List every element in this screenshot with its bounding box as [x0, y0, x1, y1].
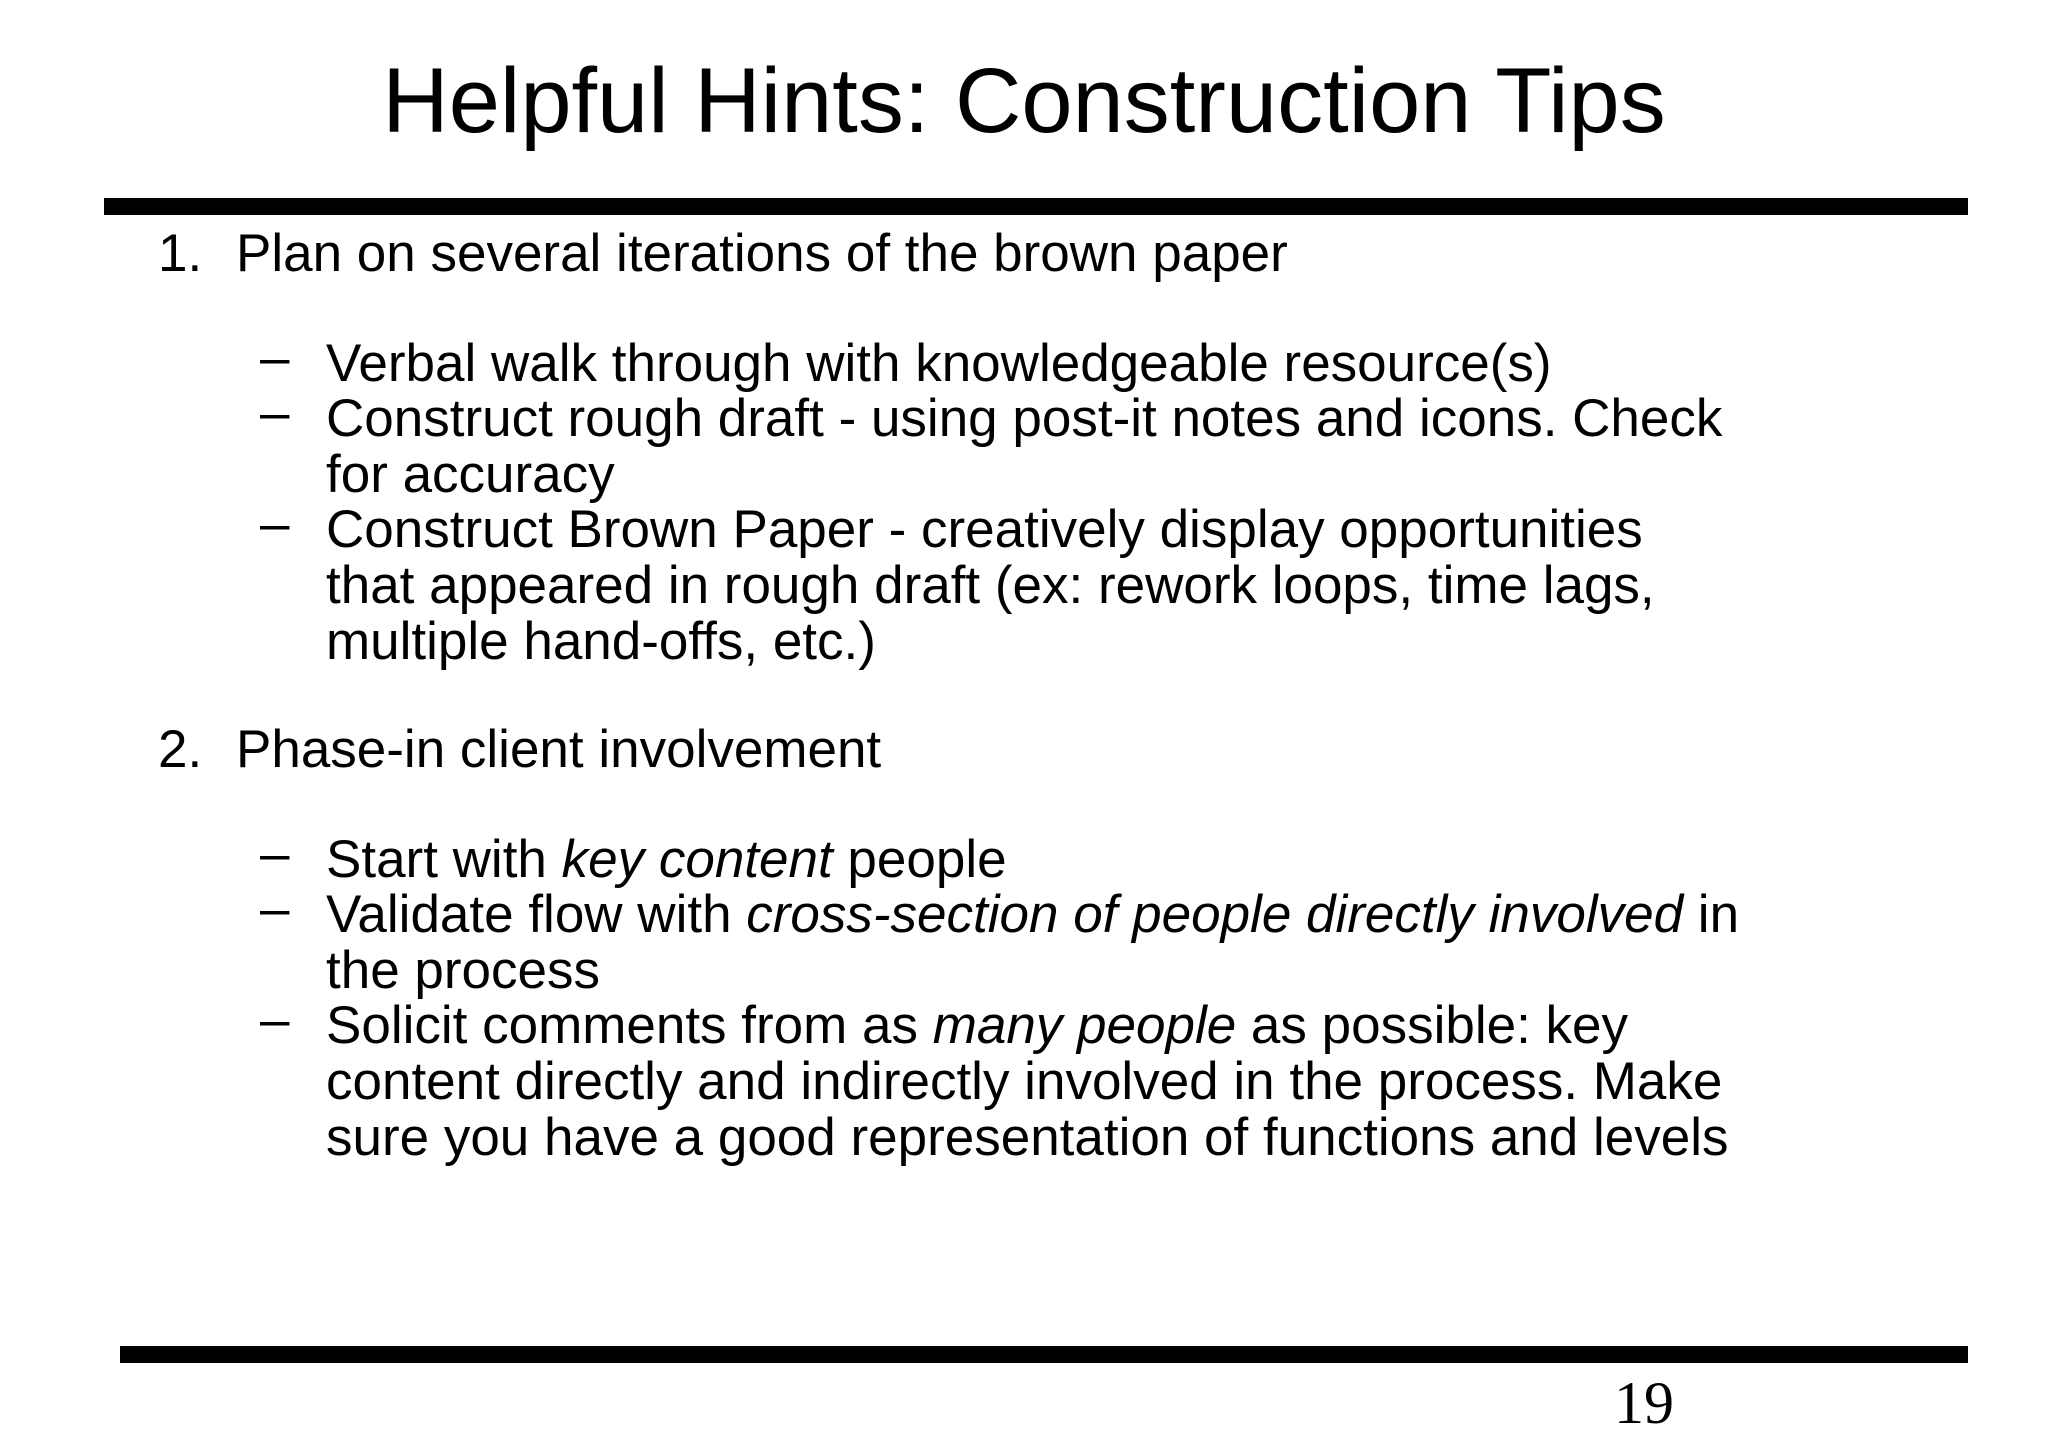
section-2-number: 2.: [158, 720, 203, 779]
bullet-line: [326, 502, 1960, 558]
section-1-bullet-3: [260, 494, 1960, 671]
bullet-line: [326, 1110, 1960, 1166]
bullet-text: sure you have a good representation of functions and levels: [326, 1108, 1729, 1167]
bullet-line: [326, 558, 1960, 614]
bullet-text: content directly and indirectly involved in the process. Make: [326, 1052, 1723, 1111]
bullet-text: Verbal walk through with knowledgeable resource(s): [326, 334, 1552, 393]
emphasis-text: key content: [561, 830, 833, 889]
bullet-text: Validate flow with: [326, 885, 747, 944]
slide-title: Helpful Hints: Construction Tips: [382, 50, 1666, 152]
emphasis-text: cross-section of people directly involved: [746, 885, 1684, 944]
bottom-divider: [120, 1346, 1968, 1363]
bullet-text: as possible: key: [1236, 996, 1629, 1055]
section-1-bullet-1: [260, 328, 1960, 393]
bullet-text: multiple hand-offs, etc.): [326, 612, 876, 671]
dash-bullet: –: [260, 328, 290, 387]
emphasis-text: many people: [932, 996, 1237, 1055]
bullet-text: Start with: [326, 830, 562, 889]
section-1-heading-text: Plan on several iterations of the brown paper: [236, 224, 1288, 283]
section-2-heading-text: Phase-in client involvement: [236, 720, 882, 779]
bullet-line: [326, 832, 1960, 888]
bullet-line: [326, 943, 1960, 999]
bullet-text: in: [1683, 885, 1740, 944]
dash-bullet: –: [260, 824, 290, 883]
bullet-line: [326, 998, 1960, 1054]
dash-bullet: –: [260, 383, 290, 442]
section-1-heading: [158, 226, 1288, 282]
section-1-number: 1.: [158, 224, 203, 283]
bullet-line: [326, 336, 1960, 392]
dash-bullet: –: [260, 990, 290, 1049]
section-1-bullet-2: [260, 383, 1960, 504]
bullet-text: Construct rough draft - using post-it notes and icons. Check: [326, 389, 1723, 448]
dash-bullet: –: [260, 879, 290, 938]
section-2-bullet-3: [260, 990, 1960, 1167]
bullet-text: Construct Brown Paper - creatively display opportunities: [326, 500, 1643, 559]
bullet-line: [326, 887, 1960, 943]
bullet-text: that appeared in rough draft (ex: rework loops, time lags,: [326, 556, 1655, 615]
page-number: 19: [1614, 1370, 1674, 1436]
bullet-line: [326, 391, 1960, 447]
bullet-text: people: [832, 830, 1007, 889]
bullet-text: Solicit comments from as: [326, 996, 933, 1055]
dash-bullet: –: [260, 494, 290, 553]
bullet-text: for accuracy: [326, 445, 615, 504]
top-divider: [104, 198, 1968, 215]
bullet-text: the process: [326, 941, 600, 1000]
section-2-heading: [158, 722, 881, 778]
bullet-line: [326, 614, 1960, 670]
section-2-bullet-2: [260, 879, 1960, 1000]
bullet-line: [326, 1054, 1960, 1110]
bullet-line: [326, 447, 1960, 503]
section-2-bullet-1: [260, 824, 1960, 889]
